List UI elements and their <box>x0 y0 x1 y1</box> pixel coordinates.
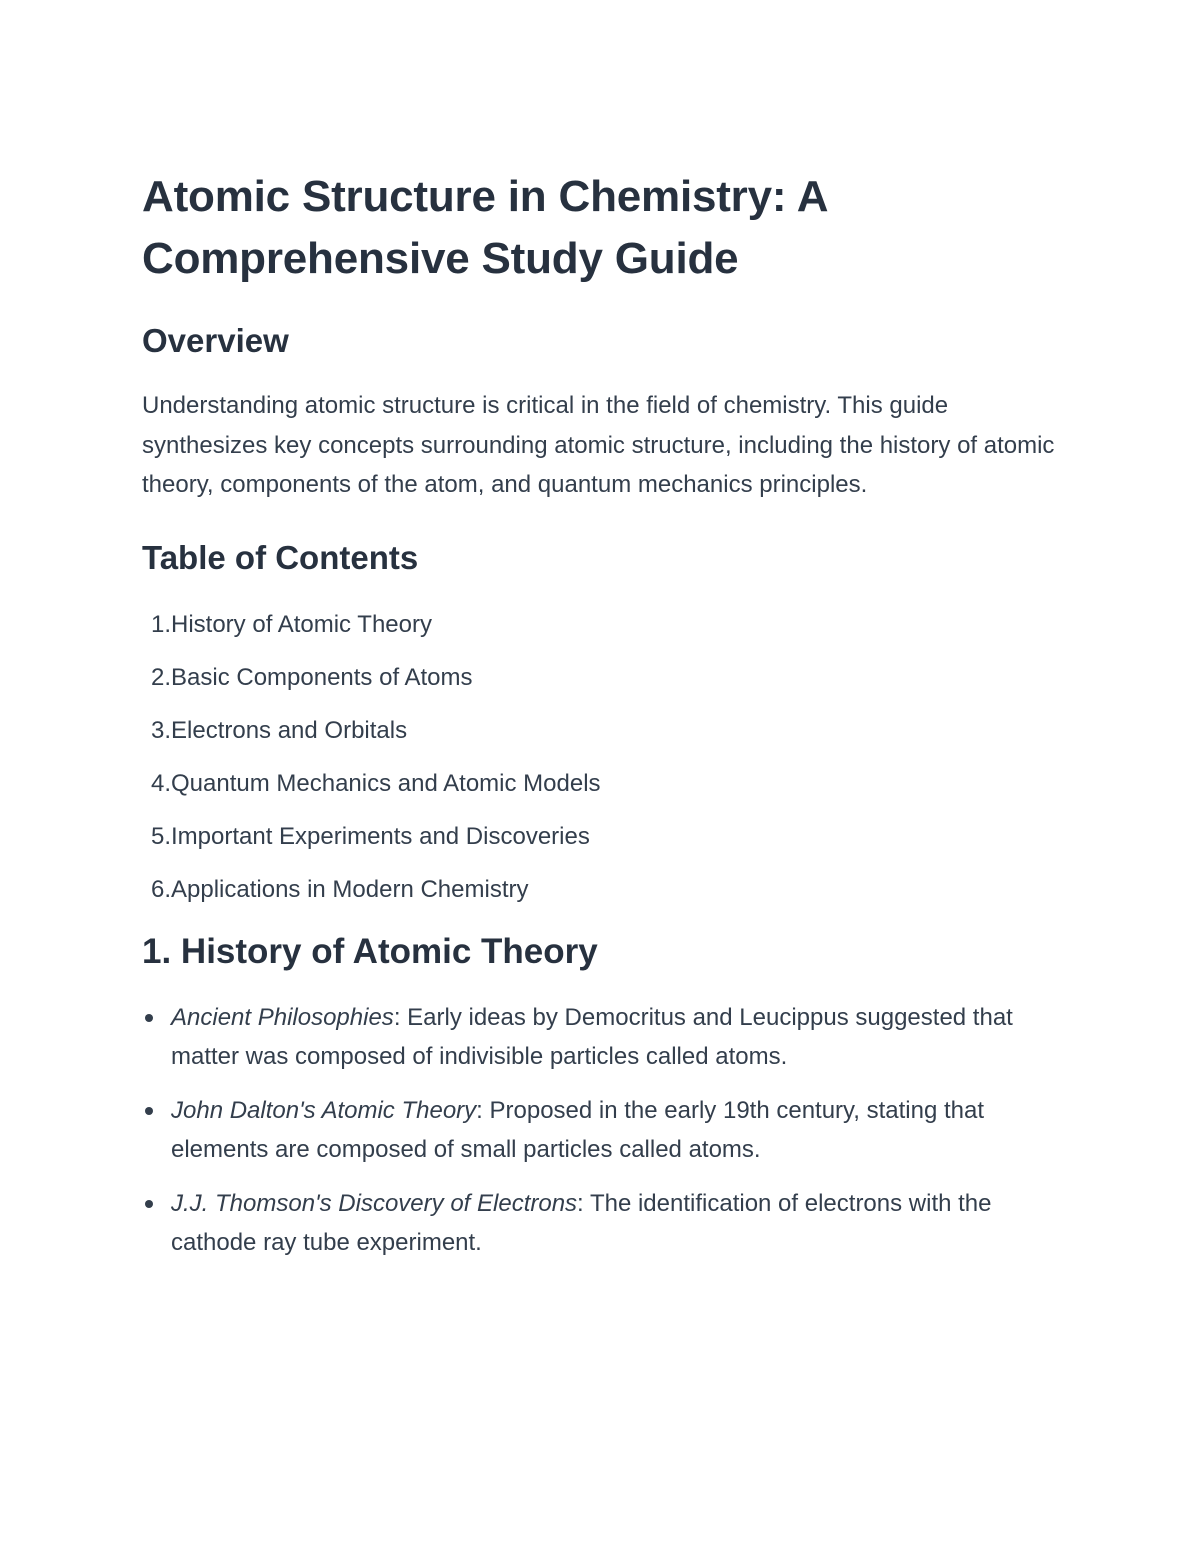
toc-item-number: 3. <box>150 716 171 744</box>
bullet-icon <box>145 1014 153 1022</box>
toc-item <box>142 870 1062 910</box>
toc-item <box>142 817 1062 857</box>
bullet-icon <box>145 1107 153 1115</box>
toc-heading: Table of Contents <box>142 538 419 576</box>
toc-item-number: 2. <box>150 663 171 691</box>
toc-item-label: History of Atomic Theory <box>171 610 432 638</box>
overview-paragraph: Understanding atomic structure is critical in the field of chemistry. This guide synthesizes key concepts surrounding atomic structure, including the history of atomic theory, components of the atom, and quantum mechanics principles. <box>142 392 1055 498</box>
list-item-term: Ancient Philosophies <box>171 1003 394 1031</box>
toc-item-label: Electrons and Orbitals <box>171 716 408 744</box>
toc-item-label: Quantum Mechanics and Atomic Models <box>171 769 601 797</box>
overview-heading: Overview <box>142 322 289 359</box>
list-item-term: J.J. Thomson's Discovery of Electrons <box>171 1189 578 1217</box>
toc-item-label: Basic Components of Atoms <box>171 663 473 691</box>
toc-item-number: 6. <box>150 875 171 903</box>
list-item-text: : Early ideas by Democritus and Leucippus suggested that matter was composed of indivisible particles called atoms. <box>171 1003 1013 1070</box>
history-list <box>142 998 1062 1263</box>
list-item <box>142 1184 1062 1263</box>
toc-list <box>142 605 1062 910</box>
toc-item <box>142 764 1062 804</box>
toc-item-number: 5. <box>150 822 171 850</box>
document-page <box>142 166 1062 1277</box>
bullet-icon <box>145 1200 153 1208</box>
toc-item-label: Applications in Modern Chemistry <box>171 875 529 903</box>
toc-item <box>142 658 1062 698</box>
toc-item <box>142 605 1062 645</box>
history-heading: 1. History of Atomic Theory <box>142 931 598 971</box>
toc-item-number: 1. <box>150 610 171 638</box>
list-item <box>142 998 1062 1077</box>
list-item-text: : The identification of electrons with the cathode ray tube experiment. <box>171 1189 992 1256</box>
document-title: Atomic Structure in Chemistry: A Comprehensive Study Guide <box>142 172 827 283</box>
list-item <box>142 1091 1062 1170</box>
list-item-term: John Dalton's Atomic Theory <box>171 1096 477 1124</box>
toc-item-label: Important Experiments and Discoveries <box>171 822 590 850</box>
toc-item <box>142 711 1062 751</box>
toc-item-number: 4. <box>150 769 171 797</box>
list-item-text: : Proposed in the early 19th century, stating that elements are composed of small particles called atoms. <box>171 1096 985 1163</box>
